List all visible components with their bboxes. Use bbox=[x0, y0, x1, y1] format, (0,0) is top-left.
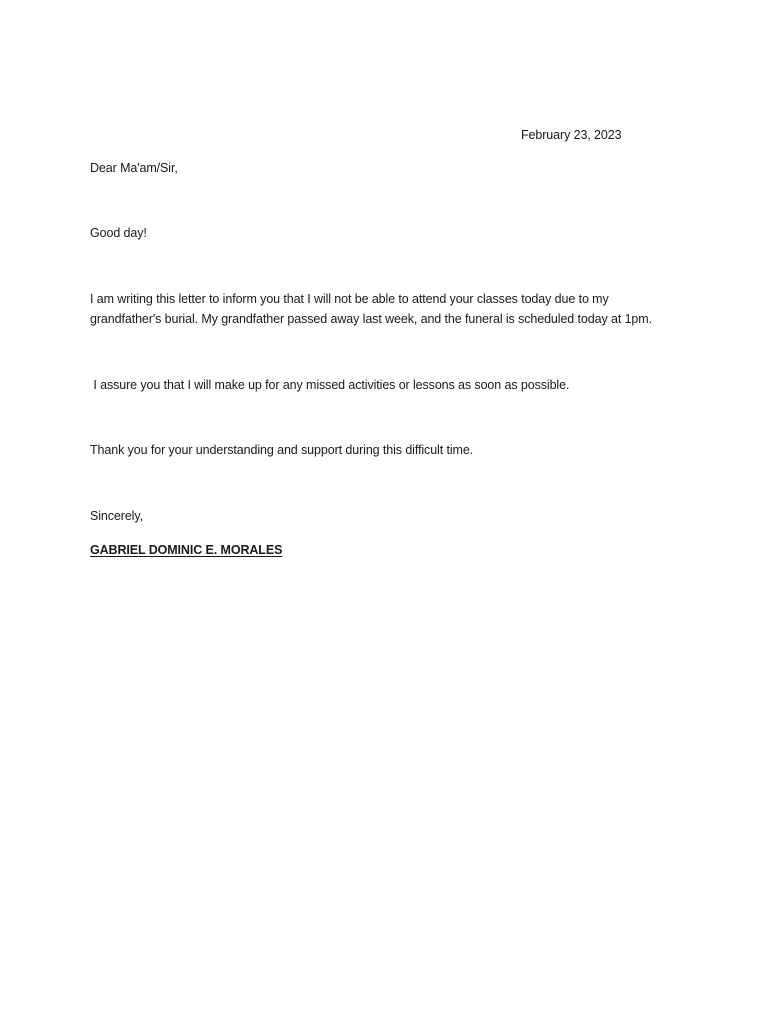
letter-greeting: Good day! bbox=[90, 226, 147, 240]
letter-date: February 23, 2023 bbox=[521, 128, 622, 142]
body-paragraph-2: I assure you that I will make up for any missed activities or lessons as soon as possible. bbox=[90, 378, 570, 392]
body-paragraph-1-line-2: grandfather's burial. My grandfather passed away last week, and the funeral is scheduled today at 1pm. bbox=[90, 312, 652, 326]
letter-signature-name: GABRIEL DOMINIC E. MORALES bbox=[90, 543, 283, 557]
letter-salutation: Dear Ma'am/Sir, bbox=[90, 161, 178, 175]
letter-closing: Sincerely, bbox=[90, 509, 143, 523]
body-paragraph-3: Thank you for your understanding and support during this difficult time. bbox=[90, 443, 474, 457]
body-paragraph-1-line-1: I am writing this letter to inform you that I will not be able to attend your classes today due to my bbox=[90, 292, 609, 306]
